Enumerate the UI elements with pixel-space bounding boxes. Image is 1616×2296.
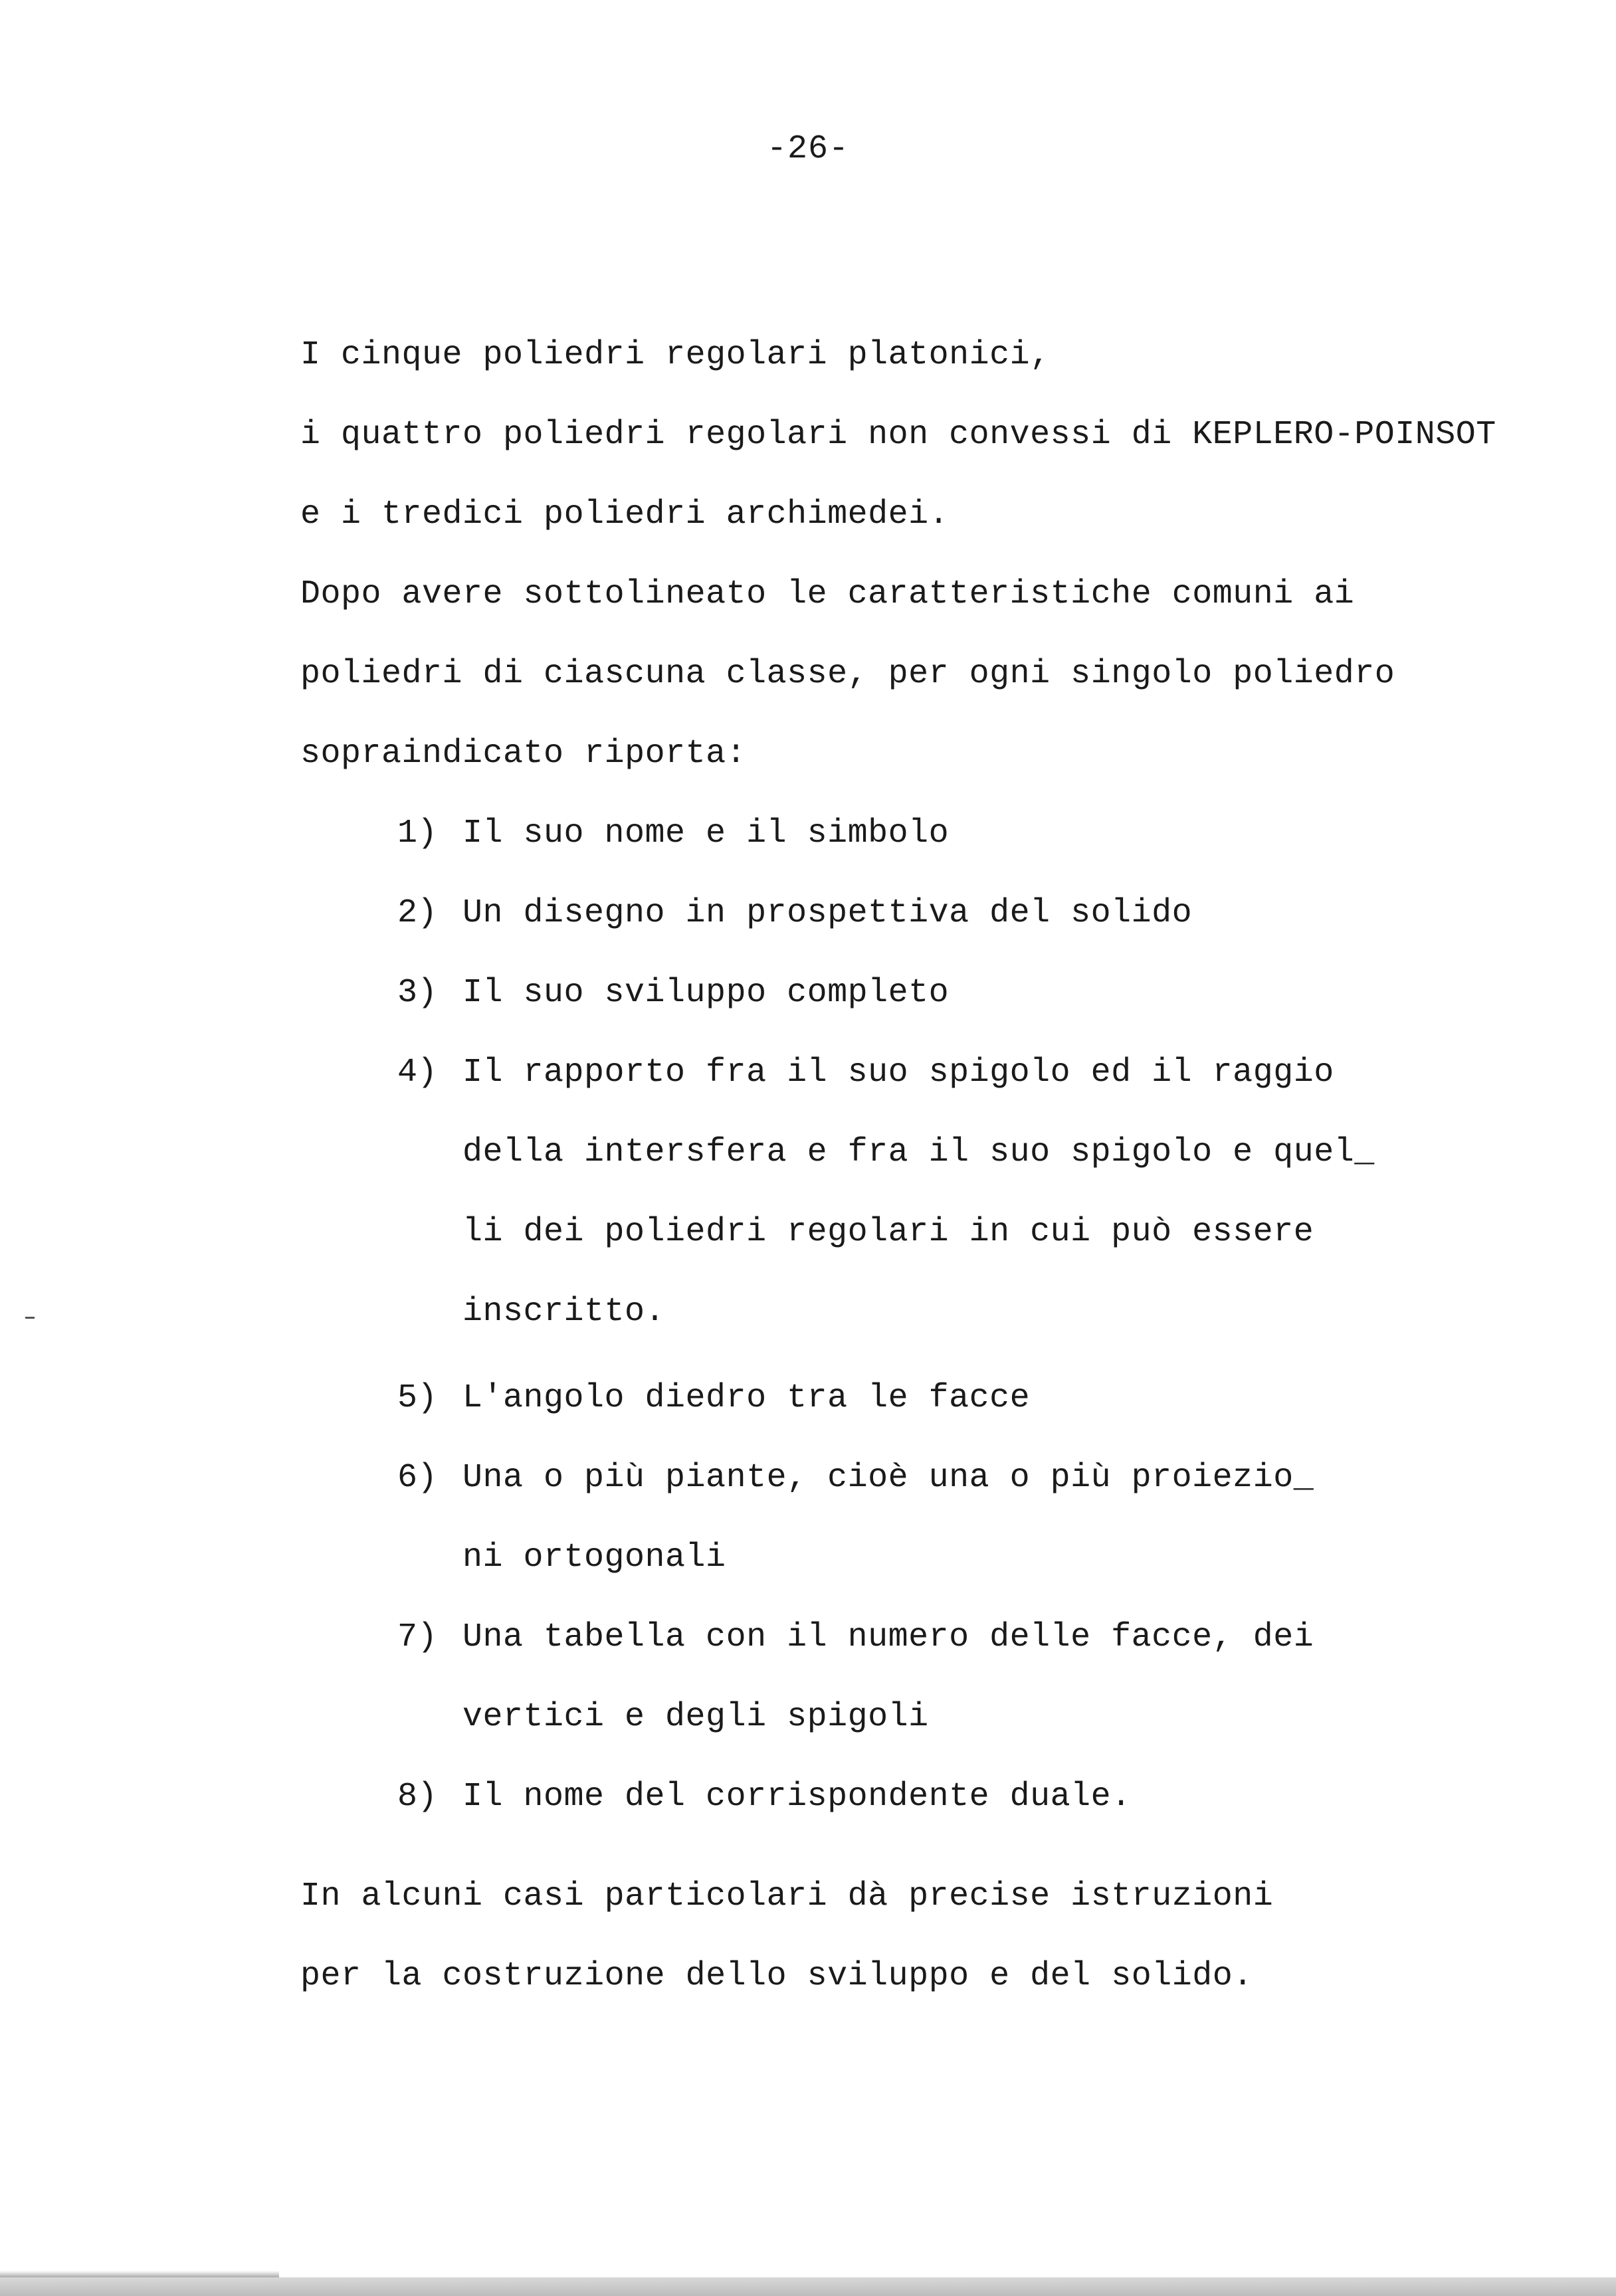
list-item-text: Il suo nome e il simbolo	[462, 814, 950, 852]
list-item-continuation: della intersfera e fra il suo spigolo e quel_	[462, 1133, 1375, 1171]
list-item-number: 8)	[397, 1778, 438, 1816]
intro-line: I cinque poliedri regolari platonici,	[300, 336, 1051, 374]
closing-line: In alcuni casi particolari dà precise istruzioni	[300, 1877, 1274, 1915]
list-item-number: 1)	[397, 814, 438, 852]
list-item-number: 4)	[397, 1054, 438, 1092]
scan-bottom-edge	[0, 2277, 1616, 2296]
intro-line: Dopo avere sottolineato le caratteristiche comuni ai	[300, 575, 1355, 613]
list-item-number: 6)	[397, 1459, 438, 1497]
list-item-continuation: li dei poliedri regolari in cui può essere	[462, 1213, 1314, 1251]
list-item-text: Il suo sviluppo completo	[462, 974, 950, 1012]
list-item-text: Il nome del corrispondente duale.	[462, 1778, 1132, 1816]
intro-line: e i tredici poliedri archimedei.	[300, 496, 950, 533]
closing-line: per la costruzione dello sviluppo e del solido.	[300, 1957, 1253, 1995]
list-item-continuation: inscritto.	[462, 1293, 666, 1331]
margin-mark	[25, 1317, 35, 1319]
list-item-text: Il rapporto fra il suo spigolo ed il raggio	[462, 1054, 1334, 1092]
list-item-continuation: ni ortogonali	[462, 1539, 726, 1577]
intro-line: i quattro poliedri regolari non convessi di KEPLERO-POINSOT	[300, 416, 1496, 454]
list-item-number: 5)	[397, 1379, 438, 1417]
list-item-text: Una o più piante, cioè una o più proiezio_	[462, 1459, 1314, 1497]
list-item-text: Una tabella con il numero delle facce, dei	[462, 1618, 1314, 1656]
intro-line: sopraindicato riporta:	[300, 735, 747, 773]
list-item-number: 2)	[397, 894, 438, 932]
list-item-text: L'angolo diedro tra le facce	[462, 1379, 1031, 1417]
list-item-continuation: vertici e degli spigoli	[462, 1698, 929, 1736]
list-item-number: 3)	[397, 974, 438, 1012]
list-item-text: Un disegno in prospettiva del solido	[462, 894, 1193, 932]
list-item-number: 7)	[397, 1618, 438, 1656]
page-number: -26-	[766, 130, 850, 168]
intro-line: poliedri di ciascuna classe, per ogni singolo poliedro	[300, 655, 1395, 693]
